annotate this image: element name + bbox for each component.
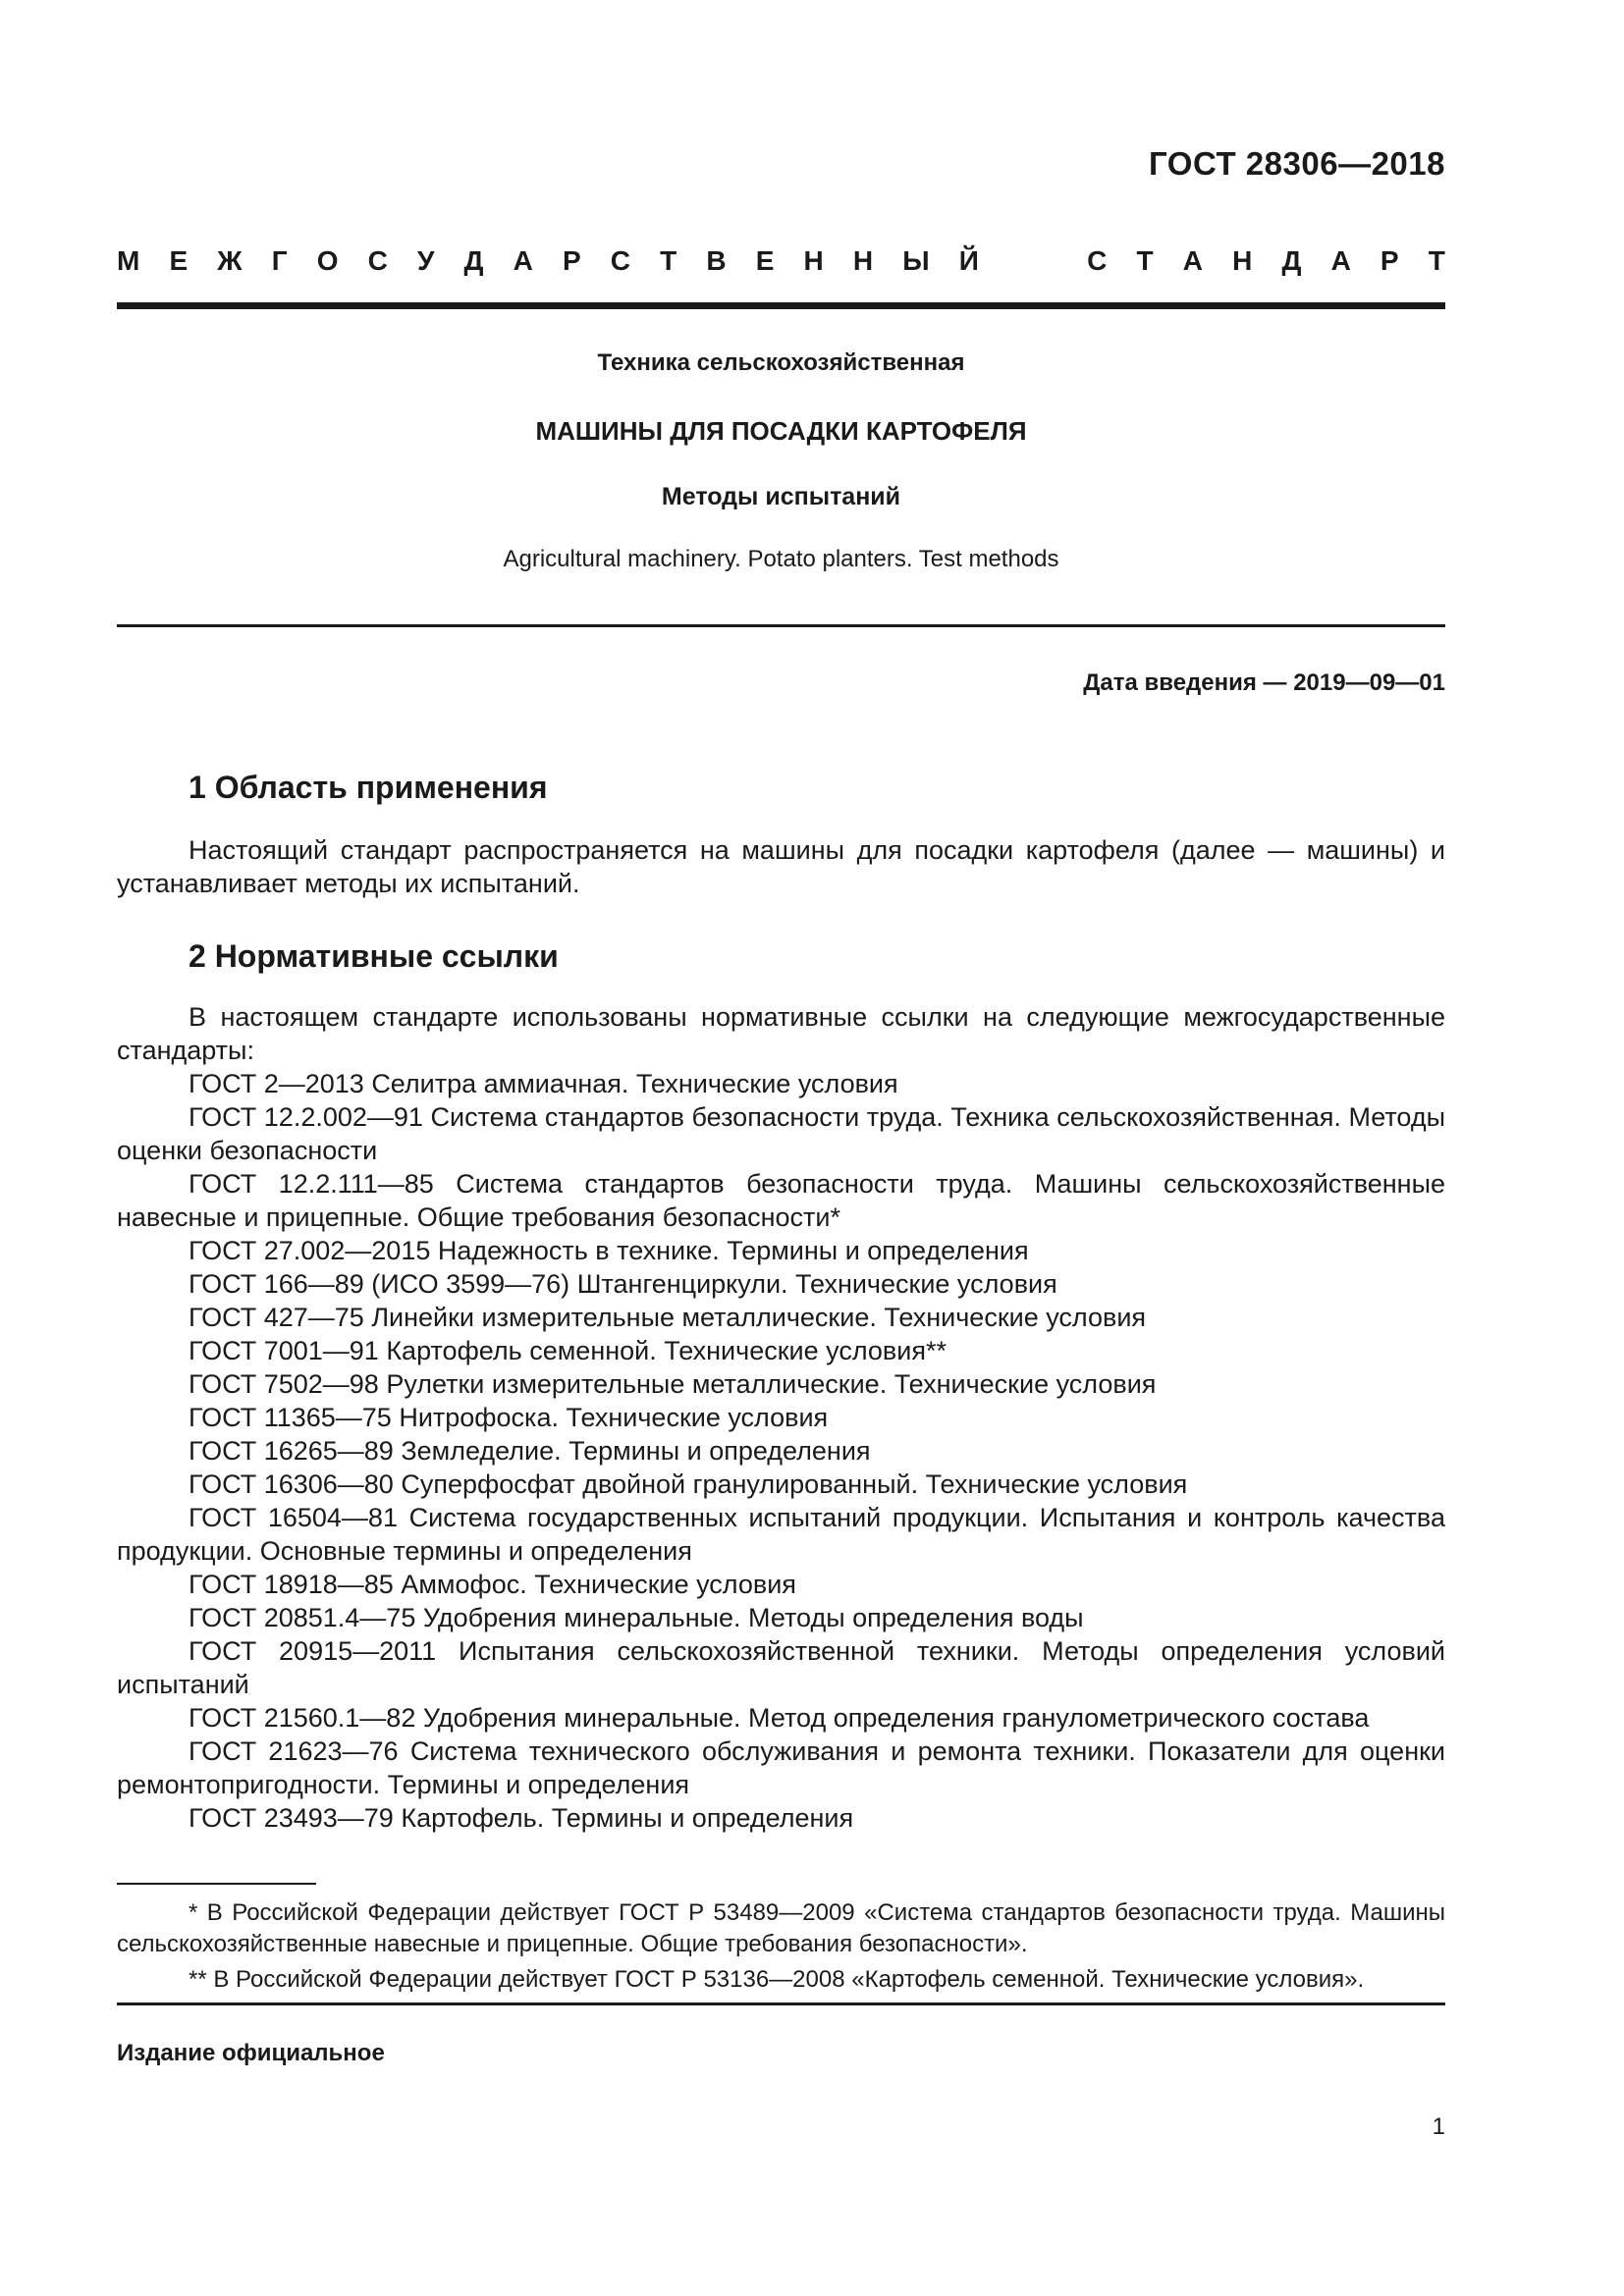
banner-letter: М — [117, 245, 140, 276]
reference-title: Земледелие. Термины и определения — [401, 1436, 871, 1466]
reference-item — [117, 1267, 1445, 1301]
banner-letter: А — [1330, 245, 1351, 276]
banner-letter: Т — [1136, 245, 1154, 276]
banner-letter: Г — [271, 245, 288, 276]
reference-title: Система стандартов безопасности труда. Машины сельскохозяйственные навесные и прицепные. Общие требования безопасности* — [117, 1169, 1445, 1232]
banner-letter: Т — [660, 245, 677, 276]
reference-title: Картофель. Термины и определения — [401, 1803, 854, 1833]
reference-title: Система технического обслуживания и ремонта техники. Показатели для оценки ремонтопригодности. Термины и определения — [117, 1736, 1445, 1799]
banner-letter: С — [1087, 245, 1108, 276]
reference-code: ГОСТ 16306—80 — [189, 1469, 394, 1499]
reference-code: ГОСТ 27.002—2015 — [189, 1236, 431, 1265]
banner-letter: Р — [1380, 245, 1399, 276]
standard-banner — [117, 245, 1445, 277]
reference-code: ГОСТ 20915—2011 — [189, 1636, 437, 1666]
banner-letter: О — [316, 245, 339, 276]
reference-item — [117, 1501, 1445, 1568]
reference-title: Система государственных испытаний продукции. Испытания и контроль качества продукции. Основные термины и определения — [117, 1503, 1445, 1566]
footnote-separator — [117, 1883, 316, 1885]
reference-title: Штангенциркули. Технические условия — [576, 1269, 1057, 1299]
banner-letter: Д — [463, 245, 484, 276]
section-2-body — [117, 1000, 1445, 1835]
reference-item — [117, 1334, 1445, 1367]
document-id: ГОСТ 28306—2018 — [1149, 145, 1445, 182]
reference-title: Система стандартов безопасности труда. Техника сельскохозяйственная. Методы оценки безопасности — [117, 1102, 1445, 1165]
banner-letter: А — [513, 245, 533, 276]
banner-letter: Н — [803, 245, 824, 276]
reference-code: ГОСТ 7001—91 — [189, 1336, 379, 1365]
footnote-2: ** В Российской Федерации действует ГОСТ Р 53136—2008 «Картофель семенной. Технические условия». — [189, 1966, 1365, 1993]
banner-letter: У — [416, 245, 435, 276]
reference-code: ГОСТ 20851.4—75 — [189, 1603, 416, 1632]
footer-rule — [117, 2002, 1445, 2005]
reference-item — [117, 1167, 1445, 1234]
reference-item — [117, 1701, 1445, 1735]
reference-title: Испытания сельскохозяйственной техники. Методы определения условий испытаний — [117, 1636, 1445, 1699]
banner-letter: Й — [958, 245, 979, 276]
reference-code: ГОСТ 16504—81 — [189, 1503, 398, 1532]
banner-letter: Ы — [902, 245, 930, 276]
effective-date: Дата введения — 2019—09—01 — [1083, 669, 1445, 696]
reference-title: Суперфосфат двойной гранулированный. Технические условия — [401, 1469, 1188, 1499]
reference-item — [117, 1301, 1445, 1334]
reference-code: ГОСТ 16265—89 — [189, 1436, 394, 1466]
title-main: МАШИНЫ ДЛЯ ПОСАДКИ КАРТОФЕЛЯ — [535, 416, 1027, 446]
reference-title: Рулетки измерительные металлические. Технические условия — [386, 1369, 1157, 1399]
reference-item — [117, 1601, 1445, 1634]
section-1-body — [117, 833, 1445, 900]
reference-code: ГОСТ 12.2.111—85 — [189, 1169, 434, 1199]
title-subtitle: Методы испытаний — [661, 483, 901, 510]
section-1-heading: 1 Область применения — [189, 770, 548, 805]
banner-letter: Ж — [217, 245, 243, 276]
reference-item — [117, 1234, 1445, 1267]
section-2-heading: 2 Нормативные ссылки — [189, 938, 559, 974]
reference-item — [117, 1367, 1445, 1401]
banner-letter: В — [706, 245, 727, 276]
reference-item — [117, 1067, 1445, 1100]
reference-code: ГОСТ 166—89 (ИСО 3599—76) — [189, 1269, 570, 1299]
banner-letter: Н — [1232, 245, 1253, 276]
reference-title: Аммофос. Технические условия — [401, 1570, 796, 1599]
banner-letter: Д — [1281, 245, 1302, 276]
reference-title: Картофель семенной. Технические условия** — [386, 1336, 947, 1365]
header-rule — [117, 302, 1445, 309]
title-rule — [117, 624, 1445, 627]
title-category: Техника сельскохозяйственная — [597, 349, 965, 376]
banner-letter: Е — [169, 245, 189, 276]
reference-code: ГОСТ 2—2013 — [189, 1069, 364, 1098]
reference-code: ГОСТ 21623—76 — [189, 1736, 399, 1766]
reference-title: Удобрения минеральные. Методы определения воды — [422, 1603, 1084, 1632]
banner-letter: Р — [562, 245, 581, 276]
banner-letter: Т — [1428, 245, 1445, 276]
reference-code: ГОСТ 21560.1—82 — [189, 1703, 416, 1733]
official-edition-label: Издание официальное — [117, 2040, 385, 2066]
banner-letter: Н — [852, 245, 874, 276]
reference-code: ГОСТ 12.2.002—91 — [189, 1102, 423, 1132]
reference-item — [117, 1434, 1445, 1468]
reference-item — [117, 1735, 1445, 1801]
title-english: Agricultural machinery. Potato planters. Test methods — [503, 546, 1059, 572]
reference-code: ГОСТ 23493—79 — [189, 1803, 394, 1833]
reference-code: ГОСТ 11365—75 — [189, 1403, 392, 1432]
reference-code: ГОСТ 18918—85 — [189, 1570, 394, 1599]
reference-item — [117, 1401, 1445, 1434]
banner-letter: С — [367, 245, 388, 276]
reference-code: ГОСТ 427—75 — [189, 1303, 364, 1332]
reference-code: ГОСТ 7502—98 — [189, 1369, 379, 1399]
footnote-1: * В Российской Федерации действует ГОСТ Р 53489—2009 «Система стандартов безопасности труда. Машины сельскохозяйственные навесные и прицепные. Общие требования безопасности». — [117, 1899, 1445, 1957]
reference-title: Нитрофоска. Технические условия — [399, 1403, 829, 1432]
page-number: 1 — [1432, 2113, 1445, 2140]
reference-title: Линейки измерительные металлические. Технические условия — [371, 1303, 1147, 1332]
reference-item — [117, 1568, 1445, 1601]
section-2-intro: В настоящем стандарте использованы нормативные ссылки на следующие межгосударственные стандарты: — [117, 1002, 1445, 1065]
reference-item — [117, 1468, 1445, 1501]
banner-letter: Е — [755, 245, 775, 276]
reference-item — [117, 1801, 1445, 1835]
banner-letter: А — [1182, 245, 1203, 276]
reference-title: Селитра аммиачная. Технические условия — [371, 1069, 898, 1098]
section-1-paragraph: Настоящий стандарт распространяется на машины для посадки картофеля (далее — машины) и устанавливает методы их испытаний. — [117, 835, 1445, 898]
banner-letter: С — [610, 245, 630, 276]
reference-title: Удобрения минеральные. Метод определения гранулометрического состава — [422, 1703, 1370, 1733]
reference-title: Надежность в технике. Термины и определения — [437, 1236, 1029, 1265]
normative-references-list — [117, 1067, 1445, 1835]
reference-item — [117, 1634, 1445, 1701]
footnotes — [117, 1897, 1445, 2000]
reference-item — [117, 1100, 1445, 1167]
